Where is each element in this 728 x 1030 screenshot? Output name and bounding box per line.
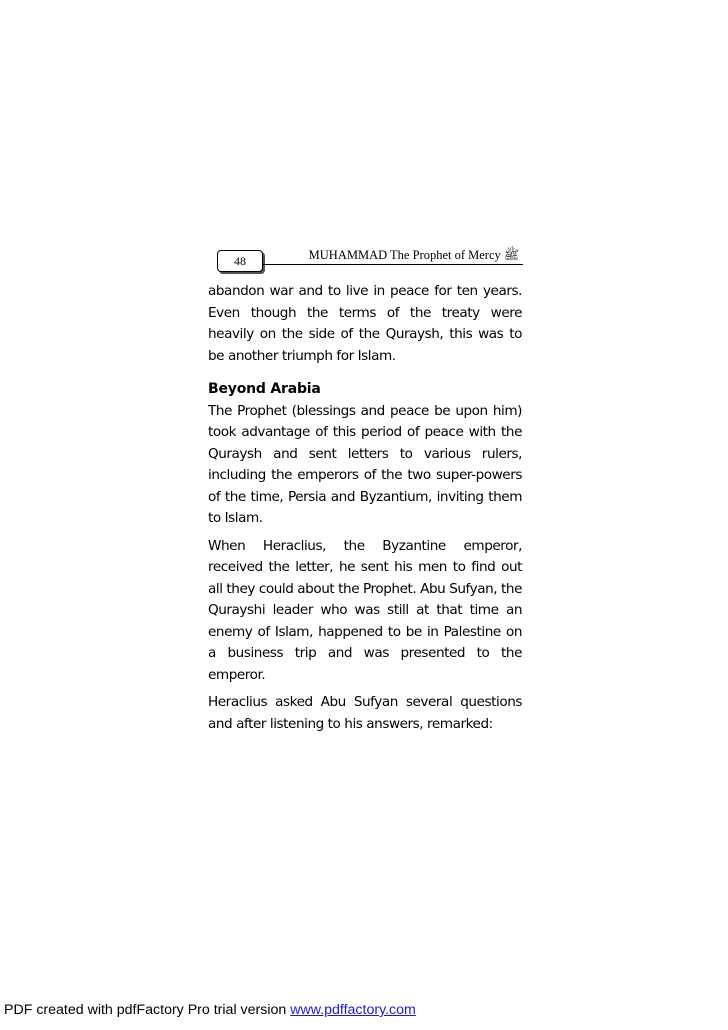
page-header [209, 240, 523, 276]
footer-text: PDF created with pdfFactory Pro trial version [4, 1002, 291, 1018]
pdf-footer [4, 1001, 416, 1019]
intro-paragraph: abandon war and to live in peace for ten years. Even though the terms of the treaty were heavily on the side of the Quraysh, this was to be another triumph for Islam. [208, 283, 522, 364]
section-heading: Beyond Arabia [208, 381, 321, 397]
page-number-box [217, 250, 263, 272]
page-number: 48 [234, 254, 246, 268]
body-paragraph: The Prophet (blessings and peace be upon him) took advantage of this period of peace with the Quraysh and sent letters to various rulers, including the emperors of the two super-powers of the time, Persia and Byzantium, inviting them to Islam. [208, 402, 522, 526]
page-content [208, 281, 522, 741]
footer-link[interactable]: www.pdffactory.com [290, 1002, 416, 1018]
running-title: MUHAMMAD The Prophet of Mercy ﷺ [308, 248, 519, 262]
header-rule [263, 264, 523, 265]
body-paragraph: When Heraclius, the Byzantine emperor, received the letter, he sent his men to find out all they could about the Prophet. Abu Sufyan, the Qurayshi leader who was still at that time an enemy of Islam, happened to be in Palestine on a business trip and was presented to the emperor. [208, 537, 522, 683]
body-paragraph: Heraclius asked Abu Sufyan several questions and after listening to his answers, remarked: [208, 694, 522, 732]
